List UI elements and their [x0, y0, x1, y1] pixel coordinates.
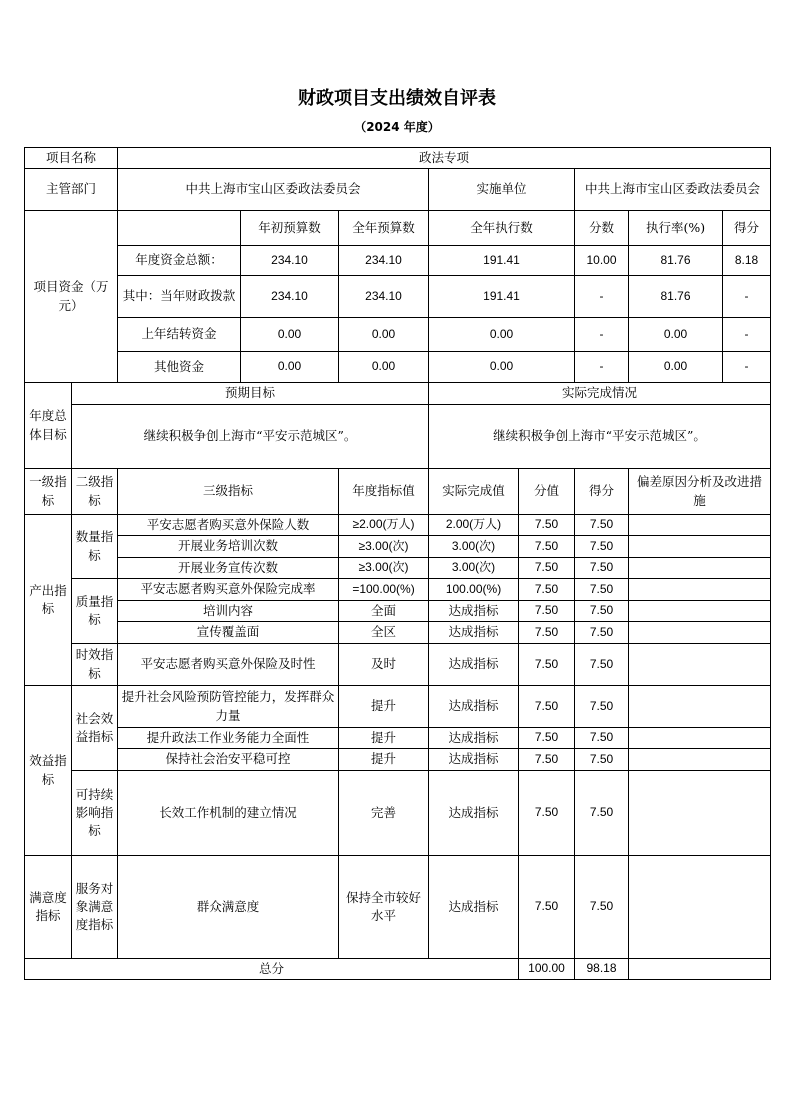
page-title: 财政项目支出绩效自评表 — [298, 88, 496, 109]
total-label: 总分 — [25, 959, 519, 980]
funds-header: 得分 — [723, 211, 771, 246]
category-quantity: 数量指标 — [72, 515, 118, 579]
header-score: 分值 — [519, 469, 575, 515]
funds-header: 执行率(%) — [629, 211, 723, 246]
indicator-actual: 达成指标 — [429, 749, 519, 771]
funds-got: - — [723, 352, 771, 383]
category-service: 服务对象满意度指标 — [72, 856, 118, 959]
indicator-name: 提升社会风险预防管控能力，发挥群众力量 — [118, 686, 339, 728]
goals-actual-header: 实际完成情况 — [429, 383, 771, 405]
funds-got: - — [723, 318, 771, 352]
funds-exec: 191.41 — [429, 246, 575, 276]
indicator-analysis — [629, 644, 771, 686]
indicator-target: ≥3.00(次) — [339, 558, 429, 579]
indicator-score: 7.50 — [519, 601, 575, 622]
indicator-got: 7.50 — [575, 622, 629, 644]
funds-header: 全年预算数 — [339, 211, 429, 246]
category-output: 产出指标 — [25, 515, 72, 686]
indicator-name: 开展业务宣传次数 — [118, 558, 339, 579]
indicator-got: 7.50 — [575, 856, 629, 959]
funds-score: - — [575, 318, 629, 352]
funds-header: 年初预算数 — [241, 211, 339, 246]
indicator-target: ≥3.00(次) — [339, 536, 429, 558]
dept-value: 中共上海市宝山区委政法委员会 — [118, 169, 429, 211]
indicator-analysis — [629, 601, 771, 622]
page-subtitle: （2024 年度） — [354, 120, 440, 134]
funds-row-label: 其他资金 — [118, 352, 241, 383]
project-name-value: 政法专项 — [118, 148, 771, 169]
funds-initial: 0.00 — [241, 352, 339, 383]
funds-initial: 0.00 — [241, 318, 339, 352]
funds-initial: 234.10 — [241, 276, 339, 318]
total-got: 98.18 — [575, 959, 629, 980]
funds-rate: 81.76 — [629, 246, 723, 276]
total-analysis — [629, 959, 771, 980]
indicator-got: 7.50 — [575, 579, 629, 601]
header-got: 得分 — [575, 469, 629, 515]
indicator-name: 长效工作机制的建立情况 — [118, 771, 339, 856]
indicator-score: 7.50 — [519, 558, 575, 579]
indicator-score: 7.50 — [519, 515, 575, 536]
funds-row-label: 年度资金总额： — [118, 246, 241, 276]
indicator-target: 全区 — [339, 622, 429, 644]
funds-exec: 0.00 — [429, 318, 575, 352]
funds-corner — [118, 211, 241, 246]
indicator-target: 提升 — [339, 728, 429, 749]
indicator-name: 平安志愿者购买意外保险及时性 — [118, 644, 339, 686]
indicator-name: 培训内容 — [118, 601, 339, 622]
project-name-label: 项目名称 — [25, 148, 118, 169]
indicator-actual: 3.00(次) — [429, 536, 519, 558]
indicator-actual: 达成指标 — [429, 686, 519, 728]
indicator-analysis — [629, 856, 771, 959]
indicator-analysis — [629, 771, 771, 856]
indicator-actual: 达成指标 — [429, 728, 519, 749]
indicator-name: 开展业务培训次数 — [118, 536, 339, 558]
indicator-name: 宣传覆盖面 — [118, 622, 339, 644]
indicator-actual: 3.00(次) — [429, 558, 519, 579]
indicator-target: 全面 — [339, 601, 429, 622]
indicator-got: 7.50 — [575, 728, 629, 749]
indicator-got: 7.50 — [575, 536, 629, 558]
indicator-target: 及时 — [339, 644, 429, 686]
indicator-analysis — [629, 686, 771, 728]
indicator-got: 7.50 — [575, 558, 629, 579]
category-quality: 质量指标 — [72, 579, 118, 644]
funds-label: 项目资金（万元） — [25, 211, 118, 383]
header-level1: 一级指标 — [25, 469, 72, 515]
funds-exec: 191.41 — [429, 276, 575, 318]
indicator-got: 7.50 — [575, 686, 629, 728]
indicator-got: 7.50 — [575, 515, 629, 536]
indicator-got: 7.50 — [575, 749, 629, 771]
indicator-target: 完善 — [339, 771, 429, 856]
funds-rate: 0.00 — [629, 352, 723, 383]
indicator-target: 保持全市较好水平 — [339, 856, 429, 959]
funds-header: 全年执行数 — [429, 211, 575, 246]
indicator-score: 7.50 — [519, 728, 575, 749]
category-sustain: 可持续影响指标 — [72, 771, 118, 856]
total-score: 100.00 — [519, 959, 575, 980]
impl-label: 实施单位 — [429, 169, 575, 211]
indicator-analysis — [629, 558, 771, 579]
category-timeliness: 时效指标 — [72, 644, 118, 686]
funds-full: 0.00 — [339, 352, 429, 383]
indicator-actual: 达成指标 — [429, 622, 519, 644]
funds-score: - — [575, 352, 629, 383]
indicator-got: 7.50 — [575, 644, 629, 686]
indicator-analysis — [629, 728, 771, 749]
funds-got: 8.18 — [723, 246, 771, 276]
funds-score: 10.00 — [575, 246, 629, 276]
indicator-actual: 100.00(%) — [429, 579, 519, 601]
funds-header: 分数 — [575, 211, 629, 246]
header-target: 年度指标值 — [339, 469, 429, 515]
indicator-actual: 达成指标 — [429, 644, 519, 686]
goals-actual-text: 继续积极争创上海市“平安示范城区”。 — [429, 405, 771, 469]
indicator-name: 平安志愿者购买意外保险完成率 — [118, 579, 339, 601]
funds-got: - — [723, 276, 771, 318]
indicator-name: 平安志愿者购买意外保险人数 — [118, 515, 339, 536]
goals-expected-text: 继续积极争创上海市“平安示范城区”。 — [72, 405, 429, 469]
indicator-actual: 达成指标 — [429, 771, 519, 856]
funds-rate: 81.76 — [629, 276, 723, 318]
funds-exec: 0.00 — [429, 352, 575, 383]
evaluation-table — [24, 147, 771, 980]
funds-full: 234.10 — [339, 276, 429, 318]
funds-row-label: 其中：当年财政拨款 — [118, 276, 241, 318]
indicator-analysis — [629, 579, 771, 601]
impl-value: 中共上海市宝山区委政法委员会 — [575, 169, 771, 211]
indicator-got: 7.50 — [575, 771, 629, 856]
indicator-name: 保持社会治安平稳可控 — [118, 749, 339, 771]
dept-label: 主管部门 — [25, 169, 118, 211]
header-level3: 三级指标 — [118, 469, 339, 515]
header-level2: 二级指标 — [72, 469, 118, 515]
indicator-got: 7.50 — [575, 601, 629, 622]
indicator-score: 7.50 — [519, 622, 575, 644]
indicator-score: 7.50 — [519, 536, 575, 558]
funds-row-label: 上年结转资金 — [118, 318, 241, 352]
header-actual: 实际完成值 — [429, 469, 519, 515]
indicator-score: 7.50 — [519, 856, 575, 959]
indicator-actual: 达成指标 — [429, 601, 519, 622]
goals-expected-header: 预期目标 — [72, 383, 429, 405]
category-satisfaction: 满意度指标 — [25, 856, 72, 959]
indicator-score: 7.50 — [519, 644, 575, 686]
indicator-target: 提升 — [339, 749, 429, 771]
funds-full: 0.00 — [339, 318, 429, 352]
funds-full: 234.10 — [339, 246, 429, 276]
header-analysis: 偏差原因分析及改进措施 — [629, 469, 771, 515]
indicator-name: 提升政法工作业务能力全面性 — [118, 728, 339, 749]
indicator-actual: 2.00(万人) — [429, 515, 519, 536]
funds-rate: 0.00 — [629, 318, 723, 352]
indicator-analysis — [629, 622, 771, 644]
indicator-target: 提升 — [339, 686, 429, 728]
funds-score: - — [575, 276, 629, 318]
category-benefit: 效益指标 — [25, 686, 72, 856]
indicator-target: =100.00(%) — [339, 579, 429, 601]
funds-initial: 234.10 — [241, 246, 339, 276]
goals-label: 年度总体目标 — [25, 383, 72, 469]
indicator-target: ≥2.00(万人) — [339, 515, 429, 536]
category-social: 社会效益指标 — [72, 686, 118, 771]
indicator-score: 7.50 — [519, 771, 575, 856]
indicator-actual: 达成指标 — [429, 856, 519, 959]
indicator-name: 群众满意度 — [118, 856, 339, 959]
indicator-analysis — [629, 536, 771, 558]
indicator-analysis — [629, 515, 771, 536]
indicator-score: 7.50 — [519, 579, 575, 601]
indicator-analysis — [629, 749, 771, 771]
indicator-score: 7.50 — [519, 749, 575, 771]
indicator-score: 7.50 — [519, 686, 575, 728]
